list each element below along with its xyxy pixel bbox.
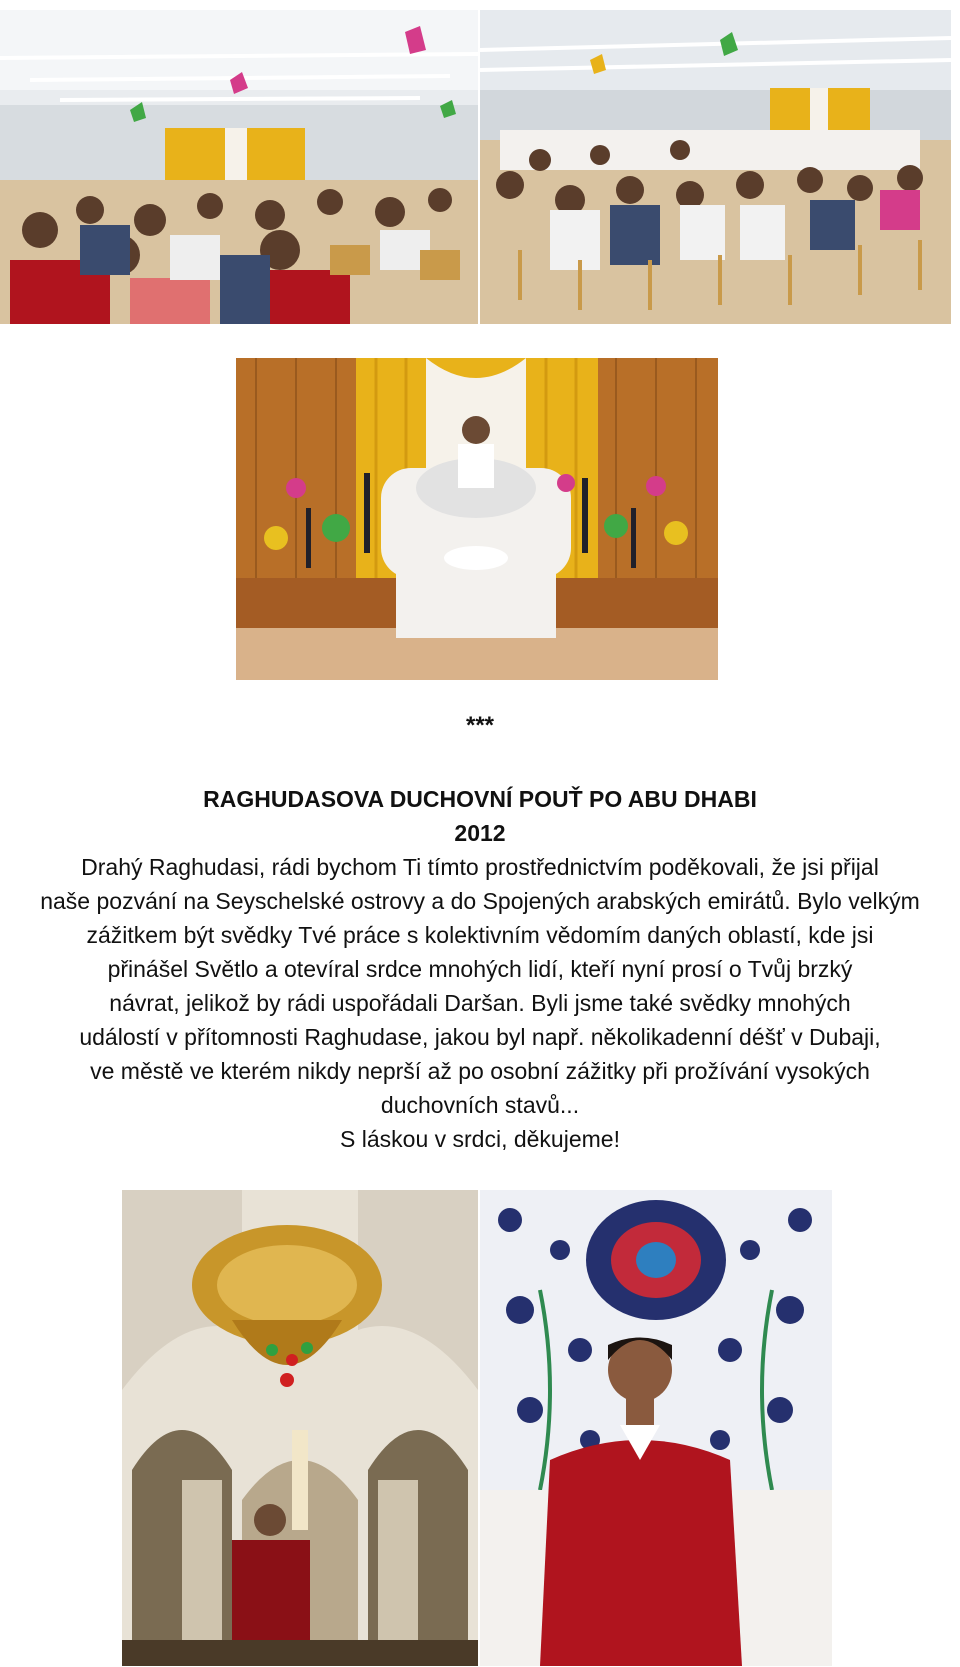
article-line: duchovních stavů... bbox=[380, 1092, 580, 1118]
article-signoff: S láskou v srdci, děkujeme! bbox=[340, 1126, 620, 1152]
photo-hall-circle bbox=[480, 10, 951, 324]
article-line: Drahý Raghudasi, rádi bychom Ti tímto prostřednictvím poděkovali, že jsi přijal bbox=[81, 854, 879, 880]
photo-hall-audience bbox=[0, 10, 478, 324]
photo-tiles bbox=[480, 1190, 832, 1666]
article-title: RAGHUDASOVA DUCHOVNÍ POUŤ PO ABU DHABI bbox=[203, 786, 757, 812]
photo-chandelier bbox=[122, 1190, 478, 1666]
article-line: naše pozvání na Seyschelské ostrovy a do Spojených arabských emirátů. Bylo velkým bbox=[40, 888, 920, 914]
photo-stage bbox=[236, 358, 718, 680]
separator-stars: *** bbox=[465, 712, 495, 739]
article-year: 2012 bbox=[454, 820, 506, 846]
article bbox=[0, 782, 960, 1156]
article-line: událostí v přítomnosti Raghudase, jakou byl např. několikadenní déšť v Dubaji, bbox=[79, 1024, 881, 1050]
article-line: návrat, jelikož by rádi uspořádali Daršan. Byli jsme také svědky mnohých bbox=[109, 990, 851, 1016]
article-line: přinášel Světlo a otevíral srdce mnohých lidí, kteří nyní prosí o Tvůj brzký bbox=[107, 956, 853, 982]
article-line: ve městě ve kterém nikdy neprší až po osobní zážitky při prožívání vysokých bbox=[90, 1058, 870, 1084]
article-line: zážitkem být svědky Tvé práce s kolektivním vědomím daných oblastí, kde jsi bbox=[86, 922, 874, 948]
